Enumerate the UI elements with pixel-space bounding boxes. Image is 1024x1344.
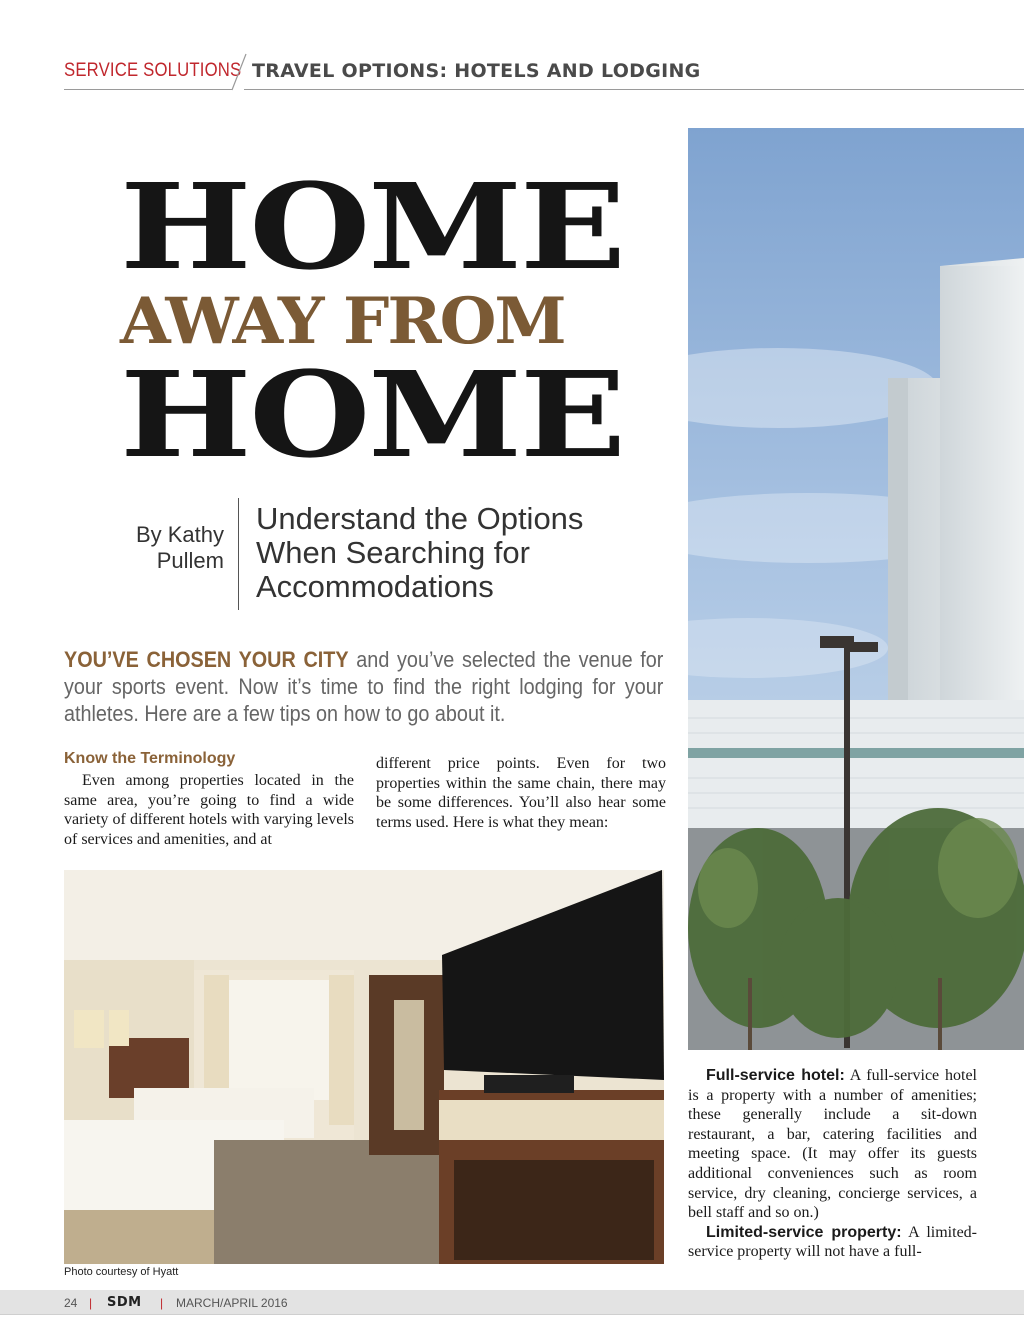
body-paragraph: [688, 1223, 977, 1262]
section-label: SERVICE SOLUTIONS: [64, 60, 242, 81]
photo-caption: Photo courtesy of Hyatt: [64, 1266, 179, 1278]
header-slash-divider: [224, 52, 254, 92]
byline-divider: [238, 498, 239, 610]
issue-date: MARCH/APRIL 2016: [176, 1296, 288, 1310]
header-rule: [64, 89, 232, 90]
magazine-name: SDM: [107, 1295, 142, 1310]
body-paragraph: different price points. Even for two properties within the same chain, there may be some differences. You’ll also hear some terms used. Here is what they mean:: [376, 755, 666, 831]
headline-line-2: AWAY FROM: [120, 284, 565, 359]
term-limited-service-definition: A limited-service property will not have a full-: [688, 1223, 977, 1261]
topic-label: TRAVEL OPTIONS: HOTELS AND LODGING: [252, 60, 701, 82]
footer-separator: |: [160, 1296, 164, 1310]
article-column-3: [688, 1066, 977, 1262]
intro-text: and you’ve selected the venue for your sports event. Now it’s time to find the right lodging for your athletes. Here are a few tips on how to go about it.: [64, 647, 664, 726]
body-paragraph: Even among properties located in the same area, you’re going to find a wide variety of different hotels with varying levels of services and amenities, and at: [64, 772, 354, 848]
hotel-exterior-photo: [688, 128, 1024, 1050]
headline-line-1: HOME: [120, 157, 624, 296]
footer-bar: [0, 1290, 1024, 1314]
term-full-service: Full-service hotel:: [706, 1067, 845, 1084]
article-column-1: [64, 750, 354, 849]
page-number: 24: [64, 1296, 78, 1310]
hotel-room-photo: [64, 870, 664, 1264]
deck-subtitle: Understand the Options When Searching for Accommodations: [256, 501, 584, 604]
header-rule: [244, 89, 1024, 90]
body-paragraph: [688, 1066, 977, 1223]
intro-lead: YOU’VE CHOSEN YOUR CITY: [64, 647, 349, 672]
article-column-2: [376, 754, 666, 832]
subhead: Know the Terminology: [64, 750, 236, 767]
term-full-service-definition: A full-service hotel is a property with a number of amenities; these generally include a sit-down restaurant, a bar, catering facilities and meeting space. (It may offer its guests additional conveniences such as room service, dry cleaning, concierge services, a bell staff and so on.): [688, 1067, 977, 1222]
footer-separator: |: [89, 1296, 93, 1310]
byline: By Kathy Pullem: [135, 522, 224, 573]
intro-paragraph: [64, 646, 663, 727]
headline-line-3: HOME: [120, 345, 624, 484]
term-limited-service: Limited-service property:: [706, 1223, 902, 1241]
footer-rule: [0, 1314, 1024, 1315]
